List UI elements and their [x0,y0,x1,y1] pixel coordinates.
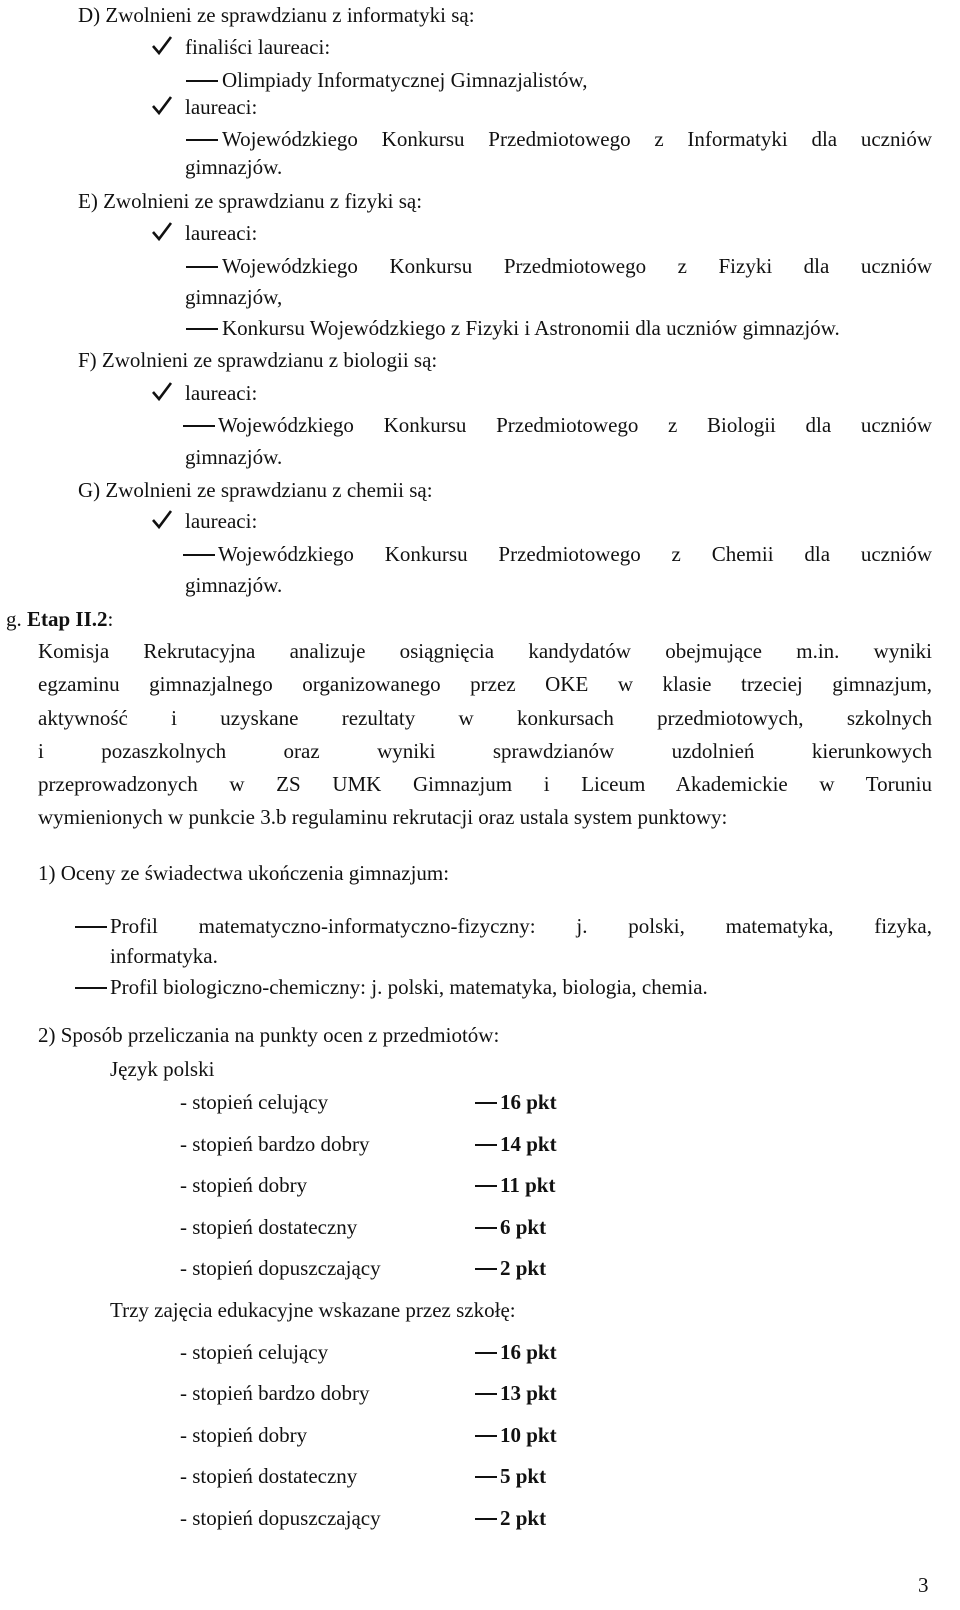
point1-profile2: Profil biologiczno-chemiczny: j. polski, matematyka, biologia, chemia. [110,975,708,999]
dash-icon [475,1476,497,1478]
etap-paragraph-line: przeprowadzonych w ZS UMK Gimnazjum i Liceum Akademickie w Toruniu [38,772,932,796]
group1-points: 2 pkt [500,1256,547,1280]
group1-points: 16 pkt [500,1090,557,1114]
section-e-sub2: Konkursu Wojewódzkiego z Fizyki i Astronomii dla uczniów gimnazjów. [222,316,840,340]
section-e-sub1-cont: gimnazjów, [185,285,283,309]
dash-icon [475,1352,497,1354]
etap-paragraph-line: Komisja Rekrutacyjna analizuje osiągnięcia kandydatów obejmujące m.in. wyniki [38,639,932,663]
dash-icon [75,987,107,989]
group1-grade: - stopień bardzo dobry [180,1132,370,1156]
dash-icon [475,1518,497,1520]
etap-paragraph-line: aktywność i uzyskane rezultaty w konkursach przedmiotowych, szkolnych [38,706,932,730]
section-f-item: laureaci: [185,381,258,405]
dash-icon [475,1435,497,1437]
section-d-item-finalists-sub: Olimpiady Informatycznej Gimnazjalistów, [222,68,588,92]
point1-profile1-cont: informatyka. [110,944,218,968]
group2-grade: - stopień dopuszczający [180,1506,381,1530]
dash-icon [183,554,215,556]
dash-icon [475,1185,497,1187]
section-g-item: laureaci: [185,509,258,533]
group1-grade: - stopień dopuszczający [180,1256,381,1280]
dash-icon [475,1227,497,1229]
group2-grade: - stopień bardzo dobry [180,1381,370,1405]
etap-label: Etap II.2 [27,607,108,631]
section-e-heading: E) Zwolnieni ze sprawdzianu z fizyki są: [78,189,423,213]
etap-paragraph-line: wymienionych w punkcie 3.b regulaminu rekrutacji oraz ustala system punktowy: [38,805,728,829]
section-d-item-laureates-sub: Wojewódzkiego Konkursu Przedmiotowego z Informatyki dla uczniów [222,127,932,151]
checkmark-icon [150,32,174,58]
dash-icon [475,1268,497,1270]
checkmark-icon [150,218,174,244]
dash-icon [186,328,218,330]
group2-points: 10 pkt [500,1423,557,1447]
group1-points: 14 pkt [500,1132,557,1156]
etap-paragraph-line: egzaminu gimnazjalnego organizowanego przez OKE w klasie trzeciej gimnazjum, [38,672,932,696]
group2-points: 16 pkt [500,1340,557,1364]
dash-icon [75,926,107,928]
section-e-sub1: Wojewódzkiego Konkursu Przedmiotowego z Fizyki dla uczniów [222,254,932,278]
group2-grade: - stopień celujący [180,1340,329,1364]
checkmark-icon [150,378,174,404]
group1-grade: - stopień dostateczny [180,1215,358,1239]
group1-grade: - stopień dobry [180,1173,308,1197]
dash-icon [475,1102,497,1104]
section-d-item-laureates: laureaci: [185,95,258,119]
section-g-heading: G) Zwolnieni ze sprawdzianu z chemii są: [78,478,433,502]
section-g-sub: Wojewódzkiego Konkursu Przedmiotowego z Chemii dla uczniów [218,542,932,566]
dash-icon [183,425,215,427]
section-g-sub-cont: gimnazjów. [185,573,283,597]
group2-grade: - stopień dobry [180,1423,308,1447]
dash-icon [186,80,218,82]
group2-points: 13 pkt [500,1381,557,1405]
group2-points: 5 pkt [500,1464,547,1488]
point1-heading: 1) Oceny ze świadectwa ukończenia gimnazjum: [38,861,450,885]
group2-points: 2 pkt [500,1506,547,1530]
group2-title: Trzy zajęcia edukacyjne wskazane przez szkołę: [110,1298,516,1322]
etap-heading [6,606,113,632]
etap-paragraph-line: i pozaszkolnych oraz wyniki sprawdzianów uzdolnień kierunkowych [38,739,932,763]
dash-icon [475,1144,497,1146]
section-d-heading: D) Zwolnieni ze sprawdzianu z informatyki są: [78,3,475,27]
etap-colon: : [107,607,114,631]
section-f-sub-cont: gimnazjów. [185,445,283,469]
group1-points: 6 pkt [500,1215,547,1239]
section-d-item-finalists: finaliści laureaci: [185,35,331,59]
dash-icon [475,1393,497,1395]
point1-profile1: Profil matematyczno-informatyczno-fizyczny: j. polski, matematyka, fizyka, [110,914,932,938]
group1-points: 11 pkt [500,1173,556,1197]
section-f-heading: F) Zwolnieni ze sprawdzianu z biologii są: [78,348,438,372]
group1-title: Język polski [110,1057,215,1081]
checkmark-icon [150,92,174,118]
checkmark-icon [150,506,174,532]
dash-icon [186,139,218,141]
point2-heading: 2) Sposób przeliczania na punkty ocen z przedmiotów: [38,1023,500,1047]
page-number: 3 [918,1573,929,1597]
section-f-sub: Wojewódzkiego Konkursu Przedmiotowego z Biologii dla uczniów [218,413,932,437]
etap-prefix: g. [6,607,22,631]
section-e-item: laureaci: [185,221,258,245]
group1-grade: - stopień celujący [180,1090,329,1114]
group2-grade: - stopień dostateczny [180,1464,358,1488]
section-d-item-laureates-sub-cont: gimnazjów. [185,155,283,179]
dash-icon [186,266,218,268]
